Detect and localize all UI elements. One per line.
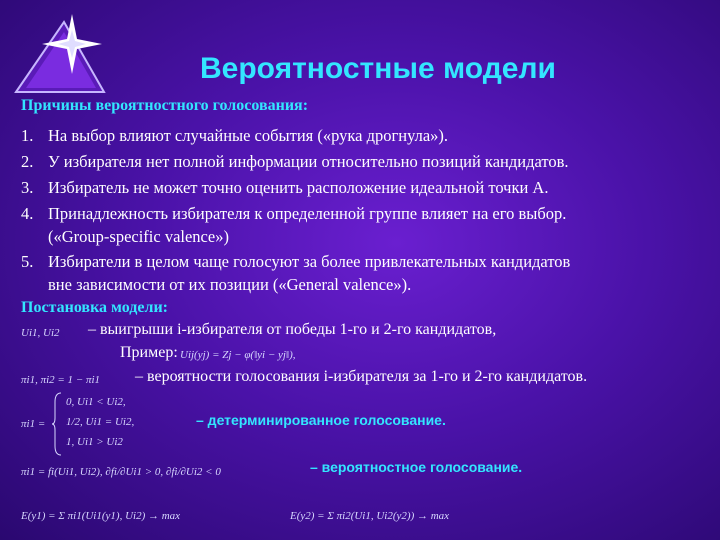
example-label: Пример:	[120, 344, 178, 361]
probabilistic-label: – вероятностное голосование.	[310, 459, 523, 475]
section-causes-heading: Причины вероятностного голосования:	[21, 97, 309, 114]
example-formula: Uij(yj) = Zj − φ(‖yi − yj‖),	[180, 349, 296, 361]
cause-item-5: 5. Избиратели в целом чаще голосуют за более привлекательных кандидатов	[21, 252, 571, 271]
expected-votes-1-formula: E(y1) = Σ πi1(Ui1(y1), Ui2) → max	[21, 510, 181, 522]
star-logo-icon	[4, 8, 124, 98]
cause-item-5-cont: вне зависимости от их позиции («General valence»).	[48, 275, 412, 294]
page-title: Вероятностные модели	[200, 52, 556, 85]
section-model-heading: Постановка модели:	[21, 299, 168, 316]
utility-formula: Ui1, Ui2	[21, 327, 60, 339]
cause-item-4: 4. Принадлежность избирателя к определенной группе влияет на его выбор.	[21, 204, 567, 223]
probability-description: – вероятности голосования i-избирателя за 1-го и 2-го кандидатов.	[135, 368, 588, 385]
deterministic-case-1: 0, Ui1 < Ui2,	[66, 396, 126, 408]
expected-votes-2-formula: E(y2) = Σ πi2(Ui1, Ui2(y2)) → max	[290, 510, 450, 522]
cause-item-3: 3. Избиратель не может точно оценить расположение идеальной точки A.	[21, 178, 549, 197]
cause-item-4-cont: («Group-specific valence»)	[48, 227, 229, 246]
deterministic-case-3: 1, Ui1 > Ui2	[66, 436, 123, 448]
left-brace-icon	[52, 392, 62, 456]
cause-item-2: 2. У избирателя нет полной информации относительно позиций кандидатов.	[21, 152, 569, 171]
probabilistic-formula: πi1 = fi(Ui1, Ui2), ∂fi/∂Ui1 > 0, ∂fi/∂Ui2 < 0	[21, 466, 221, 478]
cause-item-1: 1. На выбор влияют случайные события («рука дрогнула»).	[21, 126, 449, 145]
probability-formula: πi1, πi2 = 1 − πi1	[21, 374, 101, 386]
deterministic-lhs: πi1 =	[21, 418, 46, 430]
deterministic-case-2: 1/2, Ui1 = Ui2,	[66, 416, 135, 428]
utility-description: – выигрыши i-избирателя от победы 1-го и 2-го кандидатов,	[88, 321, 497, 338]
deterministic-label: – детерминированное голосование.	[196, 412, 446, 428]
